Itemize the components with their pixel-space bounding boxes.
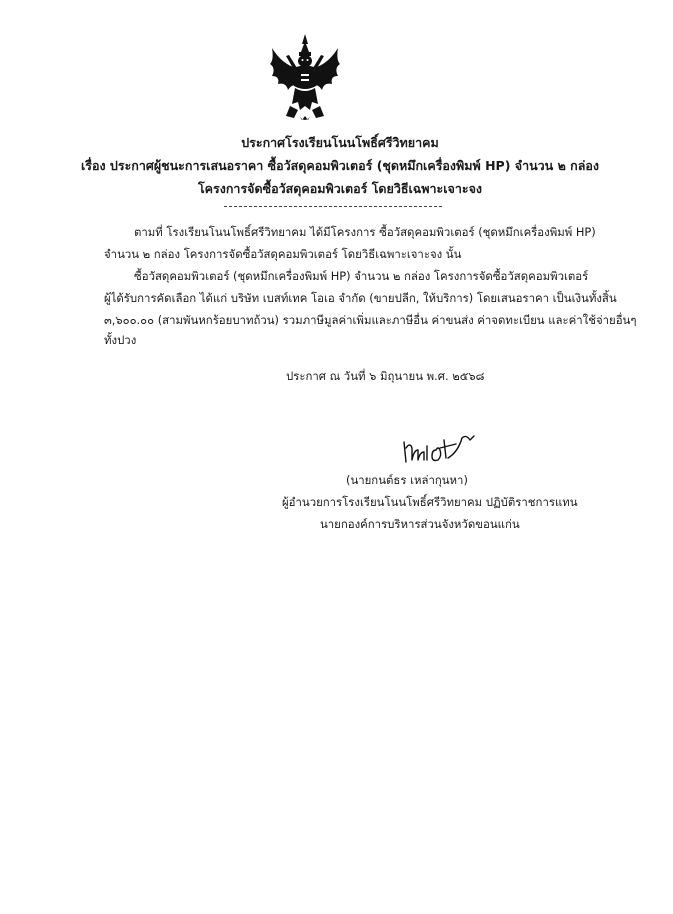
handwritten-signature-icon — [400, 428, 476, 468]
announcement-date: ประกาศ ณ วันที่ ๖ มิถุนายน พ.ศ. ๒๕๖๘ — [286, 369, 485, 383]
signer-position-line1: ผู้อำนวยการโรงเรียนโนนโพธิ์ศรีวิทยาคม ปฏิบัติราชการแทน — [282, 495, 578, 509]
announcement-project: โครงการจัดซื้อวัสดุคอมพิวเตอร์ โดยวิธีเฉพาะเจาะจง — [197, 181, 483, 196]
divider-line — [224, 206, 442, 207]
paragraph2-line4: ทั้งปวง — [104, 333, 137, 347]
paragraph2-line3: ๓,๖๐๐.๐๐ (สามพันหกร้อยบาทถ้วน) รวมภาษีมูลค่าเพิ่มและภาษีอื่น ค่าขนส่ง ค่าจดทะเบียน และค่าใช้จ่ายอื่นๆ — [104, 313, 637, 327]
announcement-subject: เรื่อง ประกาศผู้ชนะการเสนอราคา ซื้อวัสดุคอมพิวเตอร์ (ชุดหมึกเครื่องพิมพ์ HP) จำนวน ๒ กล่อง — [80, 158, 600, 173]
announcement-title: ประกาศโรงเรียนโนนโพธิ์ศรีวิทยาคม — [241, 135, 439, 150]
paragraph1-line2: จำนวน ๒ กล่อง โครงการจัดซื้อวัสดุคอมพิวเตอร์ โดยวิธีเฉพาะเจาะจง นั้น — [104, 247, 462, 261]
paragraph2-line1: ซื้อวัสดุคอมพิวเตอร์ (ชุดหมึกเครื่องพิมพ์ HP) จำนวน ๒ กล่อง โครงการจัดซื้อวัสดุคอมพิวเตอร์ — [134, 269, 589, 283]
signer-position-line2: นายกองค์การบริหารส่วนจังหวัดขอนแก่น — [320, 517, 520, 531]
paragraph2-line2: ผู้ได้รับการคัดเลือก ได้แก่ บริษัท เบสท์เทค โอเอ จำกัด (ขายปลีก, ให้บริการ) โดยเสนอราคา เป็นเงินทั้งสิ้น — [104, 291, 617, 305]
garuda-emblem-icon — [268, 34, 342, 126]
paragraph1-line1: ตามที่ โรงเรียนโนนโพธิ์ศรีวิทยาคม ได้มีโครงการ ซื้อวัสดุคอมพิวเตอร์ (ชุดหมึกเครื่องพิมพ์ HP) — [134, 225, 596, 239]
signer-name: (นายกนต์ธร เหล่ากุนหา) — [346, 473, 468, 487]
